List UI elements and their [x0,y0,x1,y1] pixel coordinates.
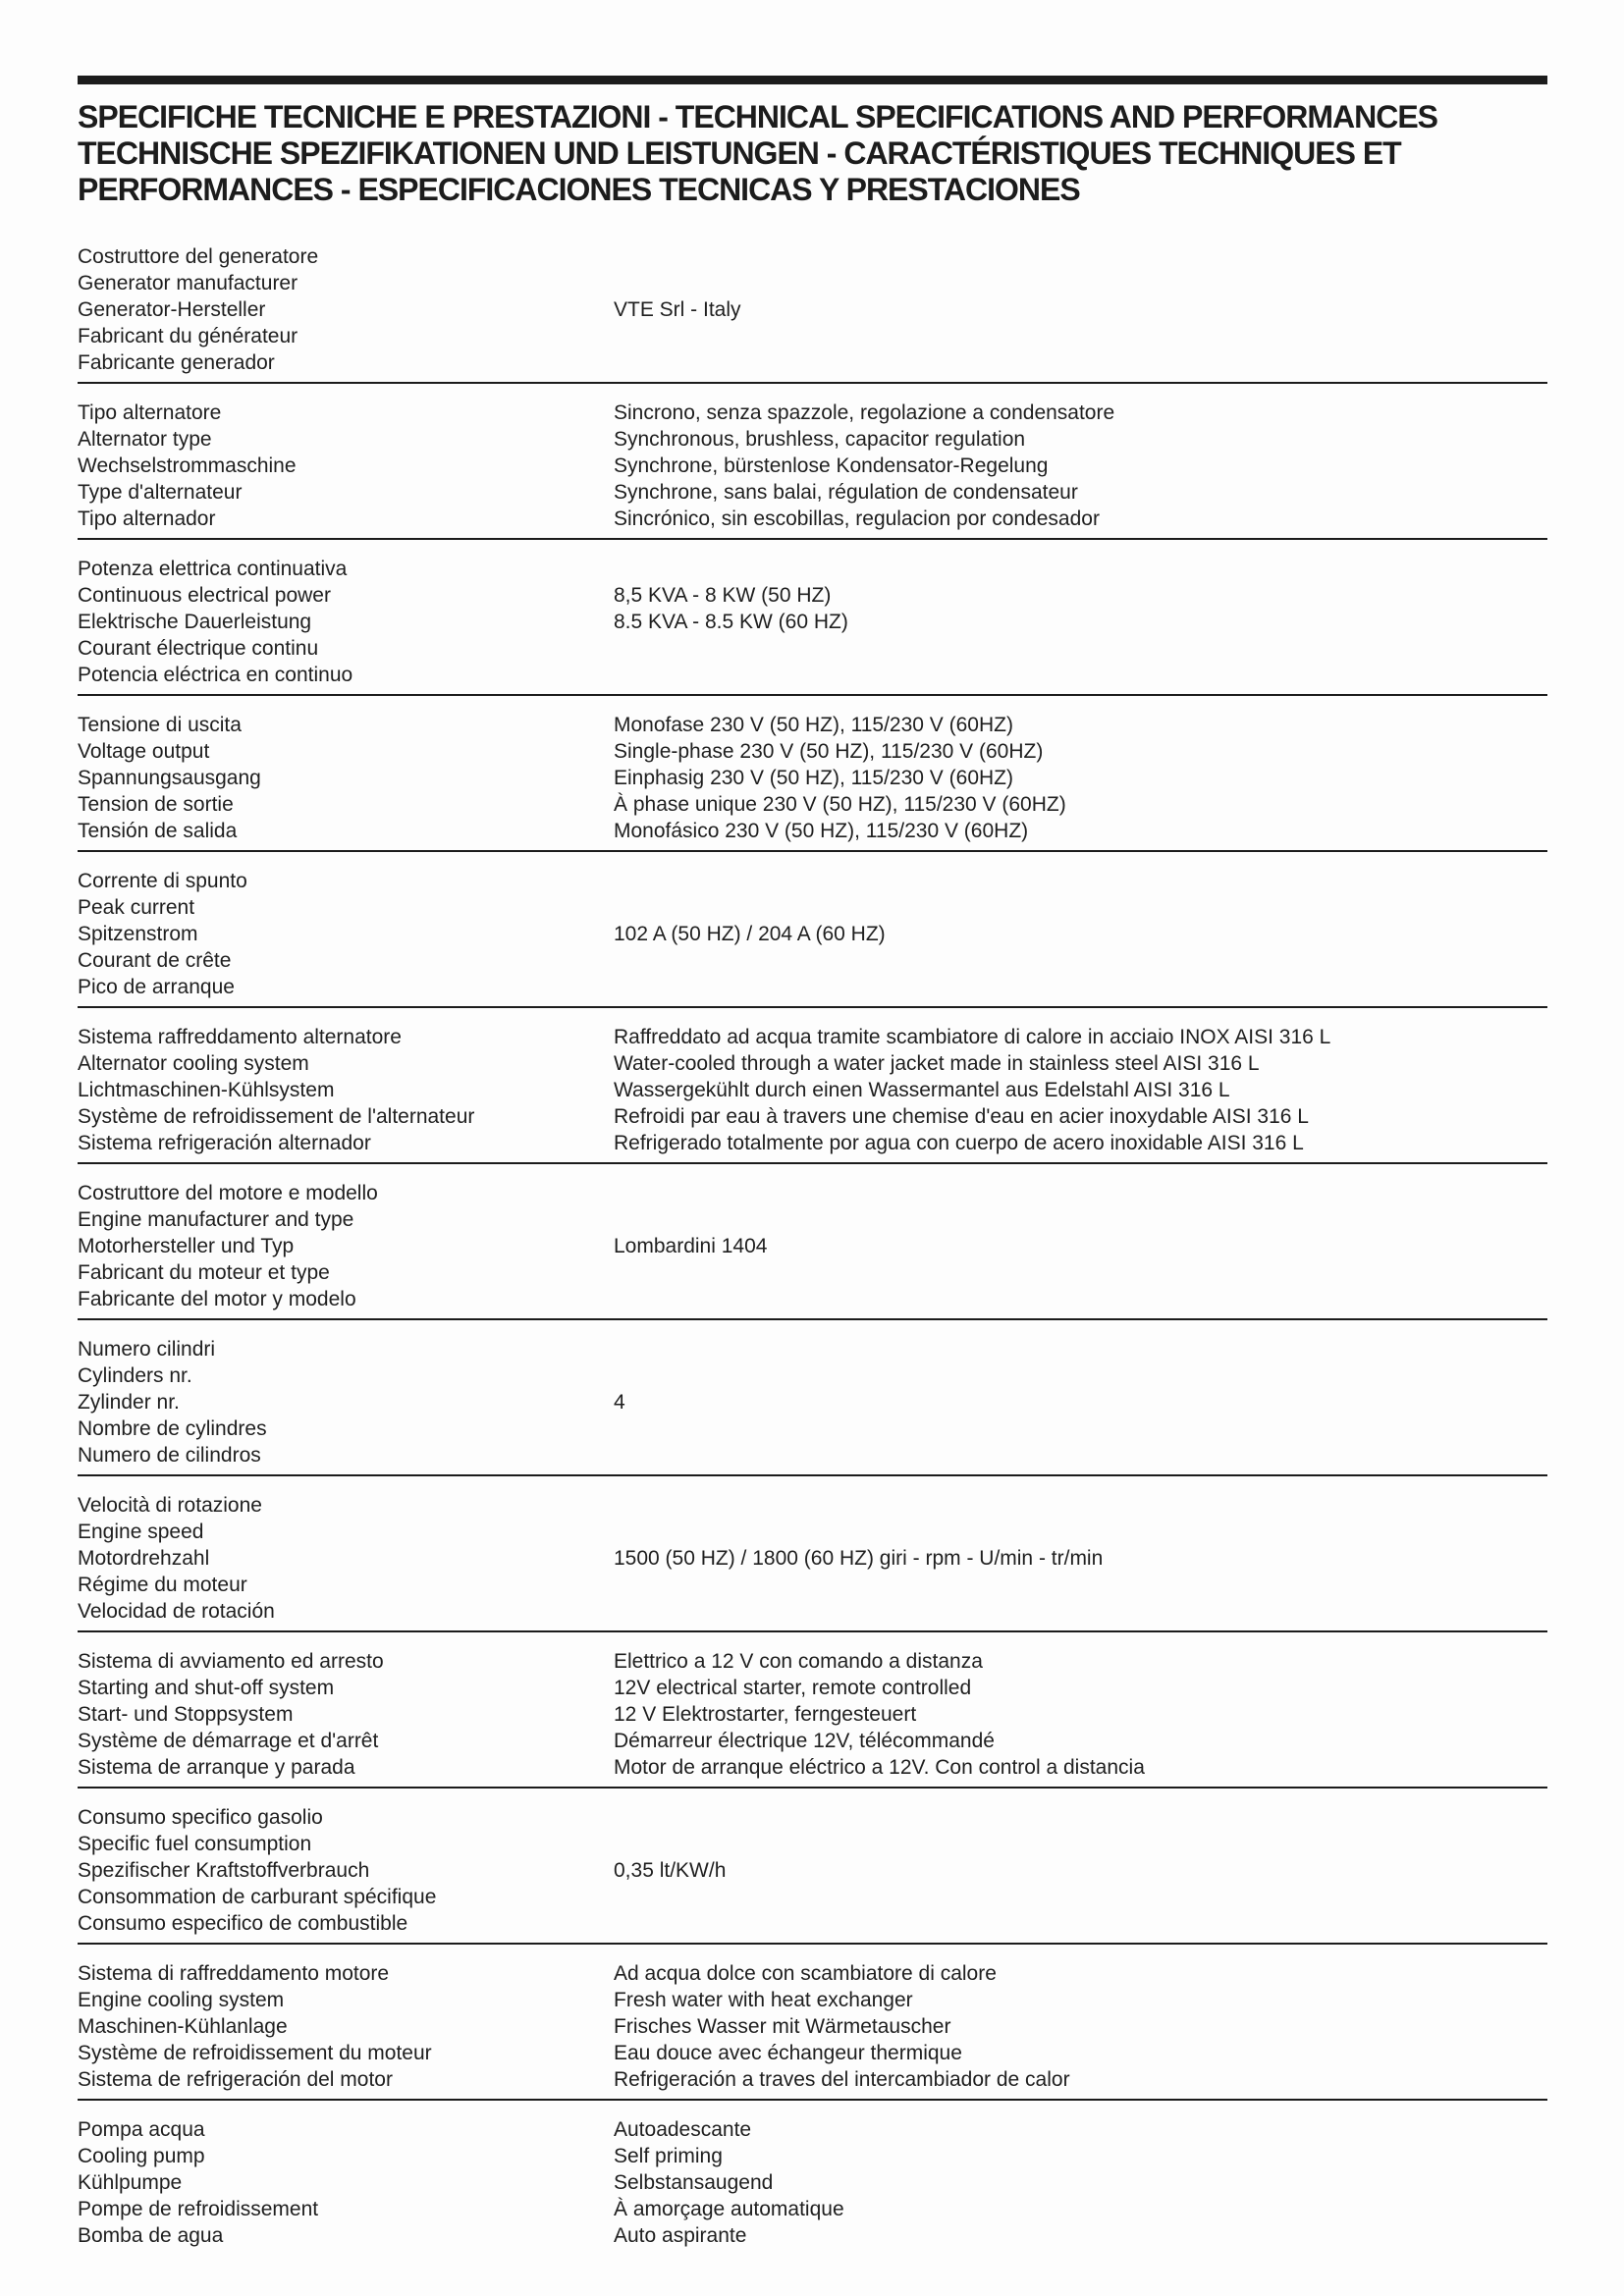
spec-label-line: Voltage output [78,740,210,763]
spec-value-line: 8.5 KVA - 8.5 KW (60 HZ) [614,611,848,633]
spec-row-values [614,868,1547,1000]
spec-value-line [614,1415,1547,1442]
spec-label-line: Fabricante generador [78,351,275,374]
spec-value-line [614,556,1547,582]
spec-label-line: Tensión de salida [78,820,238,842]
spec-row-values [614,1180,1547,1312]
spec-label-line: Tension de sortie [78,793,234,816]
spec-value-line [614,323,1547,349]
spec-value-line [614,1492,1547,1519]
spec-label-line: Fabricante del motor y modelo [78,1288,356,1310]
spec-label-line: Start- und Stoppsystem [78,1703,294,1726]
spec-value-line [614,243,1547,270]
spec-row [78,1008,1547,1164]
page-title-line: TECHNISCHE SPEZIFIKATIONEN UND LEISTUNGEN - CARACTÉRISTIQUES TECHNIQUES ET [78,135,1401,171]
spec-value-line [614,349,1547,376]
spec-value-line [614,1206,1547,1233]
spec-label-line: Consumo specifico gasolio [78,1806,323,1829]
spec-label-line: Maschinen-Kühlanlage [78,2015,288,2038]
spec-label-line: Tipo alternador [78,507,216,530]
spec-value-line [614,1519,1547,1545]
spec-label-line: Pico de arranque [78,976,235,998]
spec-value-line [614,1286,1547,1312]
spec-label-line: Fabricant du moteur et type [78,1261,330,1284]
spec-row-labels [78,1804,614,1937]
spec-row-labels [78,1492,614,1625]
spec-label-line: Nombre de cylindres [78,1417,267,1440]
spec-label-line: Tipo alternatore [78,401,222,424]
spec-value-line: À phase unique 230 V (50 HZ), 115/230 V (60HZ) [614,793,1066,816]
spec-value-line: Synchronous, brushless, capacitor regulation [614,428,1026,451]
spec-label-line: Spannungsausgang [78,767,261,789]
spec-value-line: Refroidi par eau à travers une chemise d'eau en acier inoxydable AISI 316 L [614,1105,1309,1128]
spec-value-line: Fresh water with heat exchanger [614,1989,913,2011]
spec-value-line: Synchrone, sans balai, régulation de condensateur [614,481,1078,504]
spec-label-line: Spezifischer Kraftstoffverbrauch [78,1859,370,1882]
spec-value-line: 8,5 KVA - 8 KW (50 HZ) [614,584,832,607]
spec-value-line [614,1804,1547,1831]
spec-value-line [614,1336,1547,1362]
spec-label-line: Velocità di rotazione [78,1494,262,1517]
spec-value-line [614,635,1547,662]
spec-label-line: Engine speed [78,1521,204,1543]
spec-label-line: Fabricant du générateur [78,325,298,347]
spec-value-line: 1500 (50 HZ) / 1800 (60 HZ) giri - rpm - U/min - tr/min [614,1547,1104,1570]
spec-label-line: Alternator cooling system [78,1052,309,1075]
spec-label-line: Peak current [78,896,195,919]
spec-value-line: VTE Srl - Italy [614,298,741,321]
spec-row-labels [78,868,614,1000]
spec-value-line: Ad acqua dolce con scambiatore di calore [614,1962,997,1985]
spec-label-line: Generator manufacturer [78,272,298,294]
spec-label-line: Pompe de refroidissement [78,2198,319,2220]
spec-label-line: Motorhersteller und Typ [78,1235,295,1257]
spec-row-labels [78,1648,614,1781]
spec-label-line: Velocidad de rotación [78,1600,275,1623]
spec-value-line: 4 [614,1391,625,1414]
spec-row-labels [78,556,614,688]
page-title-line: PERFORMANCES - ESPECIFICACIONES TECNICAS Y PRESTACIONES [78,172,1080,207]
spec-label-line: Tensione di uscita [78,714,242,736]
spec-label-line: Sistema refrigeración alternador [78,1132,371,1154]
spec-label-line: Engine manufacturer and type [78,1208,354,1231]
spec-label-line: Système de refroidissement du moteur [78,2042,432,2064]
spec-value-line: Lombardini 1404 [614,1235,768,1257]
spec-value-line [614,1572,1547,1598]
spec-row [78,540,1547,696]
spec-value-line [614,1362,1547,1389]
spec-value-line [614,662,1547,688]
spec-row-labels [78,1024,614,1156]
spec-value-line: 102 A (50 HZ) / 204 A (60 HZ) [614,923,886,945]
spec-label-line: Starting and shut-off system [78,1677,335,1699]
spec-label-line: Système de refroidissement de l'alternateur [78,1105,475,1128]
spec-row [78,1476,1547,1632]
spec-row-labels [78,400,614,532]
spec-row-values [614,2116,1547,2249]
page-title [78,99,1547,208]
spec-value-line: Motor de arranque eléctrico a 12V. Con control a distancia [614,1756,1145,1779]
spec-value-line: Frisches Wasser mit Wärmetauscher [614,2015,951,2038]
spec-label-line: Costruttore del motore e modello [78,1182,378,1204]
spec-row-labels [78,712,614,844]
spec-label-line: Consommation de carburant spécifique [78,1886,437,1908]
spec-label-line: Consumo especifico de combustible [78,1912,408,1935]
spec-row-values [614,1492,1547,1625]
spec-value-line: Elettrico a 12 V con comando a distanza [614,1650,983,1673]
spec-label-line: Zylinder nr. [78,1391,180,1414]
spec-label-line: Système de démarrage et d'arrêt [78,1730,379,1752]
spec-value-line [614,868,1547,894]
spec-label-line: Numero cilindri [78,1338,216,1361]
spec-value-line [614,270,1547,296]
spec-label-line: Lichtmaschinen-Kühlsystem [78,1079,335,1101]
spec-value-line: Sincrónico, sin escobillas, regulacion por condesador [614,507,1100,530]
spec-label-line: Alternator type [78,428,212,451]
spec-label-line: Motordrehzahl [78,1547,210,1570]
spec-label-line: Cooling pump [78,2145,205,2167]
spec-value-line: À amorçage automatique [614,2198,844,2220]
spec-label-line: Generator-Hersteller [78,298,266,321]
spec-value-line [614,1180,1547,1206]
spec-row [78,1945,1547,2101]
spec-value-line: Refrigerado totalmente por agua con cuerpo de acero inoxidable AISI 316 L [614,1132,1304,1154]
spec-label-line: Type d'alternateur [78,481,243,504]
spec-label-line: Régime du moteur [78,1574,247,1596]
spec-value-line [614,894,1547,921]
spec-label-line: Continuous electrical power [78,584,331,607]
spec-label-line: Courant de crête [78,949,232,972]
spec-row-values [614,1336,1547,1468]
spec-row [78,1320,1547,1476]
spec-row [78,1789,1547,1945]
spec-row-values [614,1024,1547,1156]
spec-value-line [614,1598,1547,1625]
spec-row [78,228,1547,384]
spec-row-labels [78,243,614,376]
spec-row-labels [78,1336,614,1468]
spec-row-labels [78,1960,614,2093]
spec-value-line [614,1910,1547,1937]
spec-row-values [614,1960,1547,2093]
spec-row-values [614,712,1547,844]
spec-label-line: Pompa acqua [78,2118,205,2141]
spec-value-line [614,1442,1547,1468]
spec-value-line: 0,35 lt/KW/h [614,1859,727,1882]
spec-label-line: Potenza elettrica continuativa [78,558,348,580]
spec-row [78,384,1547,540]
spec-label-line: Sistema di avviamento ed arresto [78,1650,384,1673]
spec-value-line: Self priming [614,2145,723,2167]
spec-row-values [614,400,1547,532]
spec-value-line: 12 V Elektrostarter, ferngesteuert [614,1703,917,1726]
page-title-line: SPECIFICHE TECNICHE E PRESTAZIONI - TECHNICAL SPECIFICATIONS AND PERFORMANCES [78,99,1438,134]
spec-row [78,852,1547,1008]
spec-label-line: Sistema raffreddamento alternatore [78,1026,402,1048]
spec-value-line [614,974,1547,1000]
spec-label-line: Sistema di raffreddamento motore [78,1962,390,1985]
spec-value-line [614,1884,1547,1910]
spec-value-line: Synchrone, bürstenlose Kondensator-Regelung [614,454,1049,477]
spec-label-line: Specific fuel consumption [78,1833,312,1855]
spec-value-line [614,1831,1547,1857]
spec-label-line: Numero de cilindros [78,1444,261,1467]
spec-value-line: Wassergekühlt durch einen Wassermantel aus Edelstahl AISI 316 L [614,1079,1230,1101]
spec-row [78,1164,1547,1320]
spec-value-line [614,947,1547,974]
spec-label-line: Wechselstrommaschine [78,454,297,477]
spec-label-line: Potencia eléctrica en continuo [78,664,353,686]
spec-value-line: Démarreur électrique 12V, télécommandé [614,1730,995,1752]
spec-value-line: Water-cooled through a water jacket made in stainless steel AISI 316 L [614,1052,1260,1075]
spec-row-labels [78,1180,614,1312]
spec-row-values [614,243,1547,376]
spec-row [78,696,1547,852]
spec-label-line: Cylinders nr. [78,1364,192,1387]
spec-label-line: Corrente di spunto [78,870,247,892]
spec-label-line: Kühlpumpe [78,2171,183,2194]
spec-label-line: Engine cooling system [78,1989,285,2011]
spec-row-values [614,556,1547,688]
spec-table [78,228,1547,2255]
spec-value-line: 12V electrical starter, remote controlled [614,1677,972,1699]
spec-value-line: Refrigeración a traves del intercambiador de calor [614,2068,1070,2091]
spec-label-line: Courant électrique continu [78,637,319,660]
spec-row-labels [78,2116,614,2249]
spec-row-values [614,1804,1547,1937]
spec-value-line: Monofásico 230 V (50 HZ), 115/230 V (60HZ) [614,820,1029,842]
spec-value-line: Monofase 230 V (50 HZ), 115/230 V (60HZ) [614,714,1013,736]
page-content [78,76,1547,2255]
spec-label-line: Spitzenstrom [78,923,198,945]
spec-label-line: Sistema de arranque y parada [78,1756,355,1779]
spec-label-line: Elektrische Dauerleistung [78,611,312,633]
spec-value-line: Autoadescante [614,2118,752,2141]
spec-value-line: Selbstansaugend [614,2171,774,2194]
spec-value-line: Sincrono, senza spazzole, regolazione a condensatore [614,401,1115,424]
spec-row [78,2101,1547,2255]
spec-value-line: Raffreddato ad acqua tramite scambiatore di calore in acciaio INOX AISI 316 L [614,1026,1331,1048]
spec-value-line: Single-phase 230 V (50 HZ), 115/230 V (60HZ) [614,740,1044,763]
spec-label-line: Sistema de refrigeración del motor [78,2068,393,2091]
spec-row-values [614,1648,1547,1781]
spec-value-line: Eau douce avec échangeur thermique [614,2042,962,2064]
spec-label-line: Bomba de agua [78,2224,224,2247]
spec-value-line [614,1259,1547,1286]
spec-value-line: Auto aspirante [614,2224,747,2247]
spec-value-line: Einphasig 230 V (50 HZ), 115/230 V (60HZ) [614,767,1013,789]
top-rule [78,76,1547,84]
spec-label-line: Costruttore del generatore [78,245,319,268]
spec-row [78,1632,1547,1789]
